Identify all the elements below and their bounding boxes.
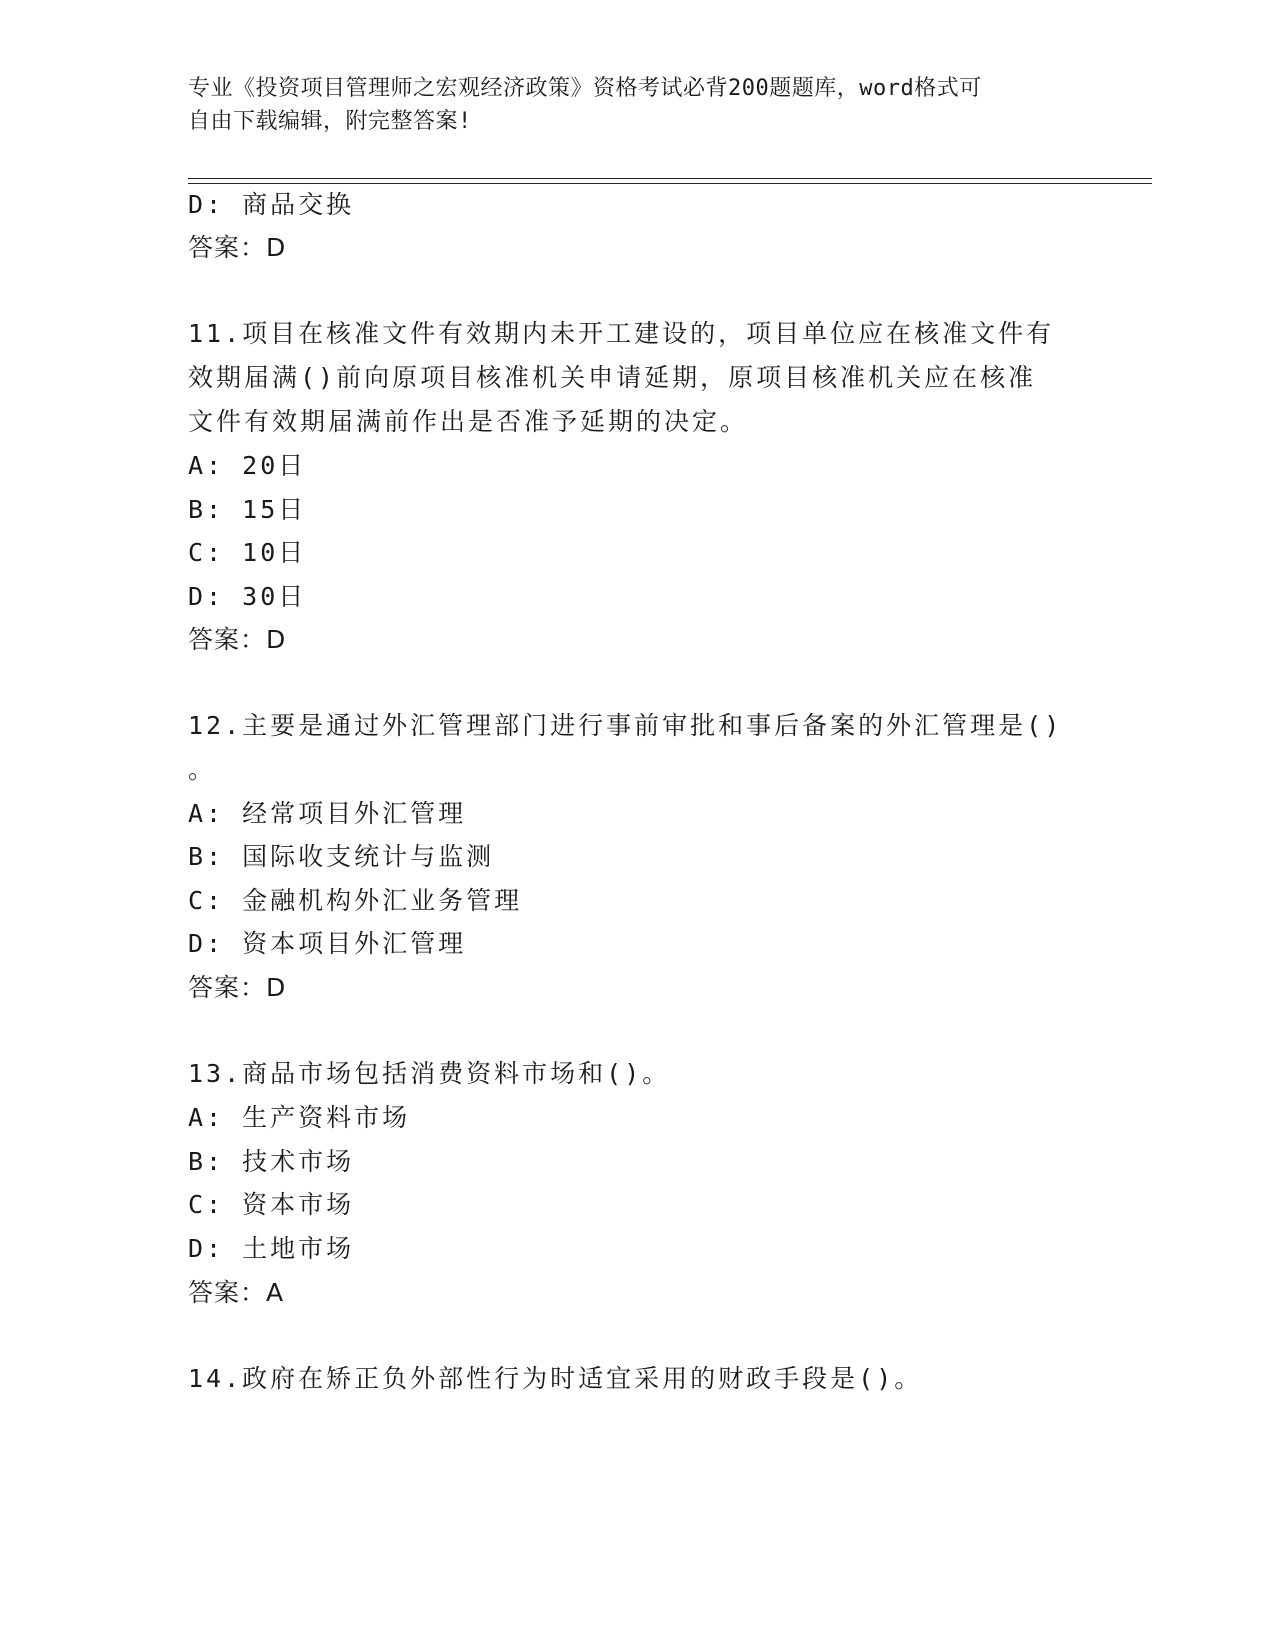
q11-stem-line-3: 文件有效期届满前作出是否准予延期的决定。 (188, 407, 749, 436)
q13-answer: 答案：A (188, 1278, 285, 1307)
q12-option-b: B: 国际收支统计与监测 (188, 842, 495, 871)
q11-option-b: B: 15日 (188, 495, 307, 524)
q11-stem-line-1: 11.项目在核准文件有效期内未开工建设的，项目单位应在核准文件有 (188, 319, 1055, 348)
q11-answer: 答案：D (188, 625, 287, 654)
q13-option-b: B: 技术市场 (188, 1147, 355, 1176)
q11-option-c: C: 10日 (188, 538, 307, 567)
q12-stem-line-2: 。 (188, 755, 217, 784)
q12-option-c: C: 金融机构外汇业务管理 (188, 886, 523, 915)
q11-option-d: D: 30日 (188, 582, 307, 611)
q12-option-a: A: 经常项目外汇管理 (188, 799, 467, 828)
header-line-2: 自由下载编辑，附完整答案! (188, 109, 472, 134)
q12-option-d: D: 资本项目外汇管理 (188, 929, 467, 958)
page-header (188, 72, 1088, 138)
header-line-1: 专业《投资项目管理师之宏观经济政策》资格考试必背200题题库，word格式可 (188, 76, 982, 101)
q13-option-a: A: 生产资料市场 (188, 1103, 411, 1132)
prev-answer: 答案：D (188, 233, 287, 262)
q11-option-a: A: 20日 (188, 451, 307, 480)
header-rule-bottom (188, 183, 1152, 184)
header-rule-top (188, 178, 1152, 179)
q14-stem-line-1: 14.政府在矫正负外部性行为时适宜采用的财政手段是()。 (188, 1364, 923, 1393)
q13-option-d: D: 土地市场 (188, 1234, 355, 1263)
q12-answer: 答案：D (188, 973, 287, 1002)
prev-option-d: D: 商品交换 (188, 190, 355, 219)
q11-stem-line-2: 效期届满()前向原项目核准机关申请延期，原项目核准机关应在核准 (188, 363, 1037, 392)
q13-option-c: C: 资本市场 (188, 1190, 355, 1219)
q13-stem-line-1: 13.商品市场包括消费资料市场和()。 (188, 1059, 671, 1088)
q12-stem-line-1: 12.主要是通过外汇管理部门进行事前审批和事后备案的外汇管理是() (188, 711, 1063, 740)
